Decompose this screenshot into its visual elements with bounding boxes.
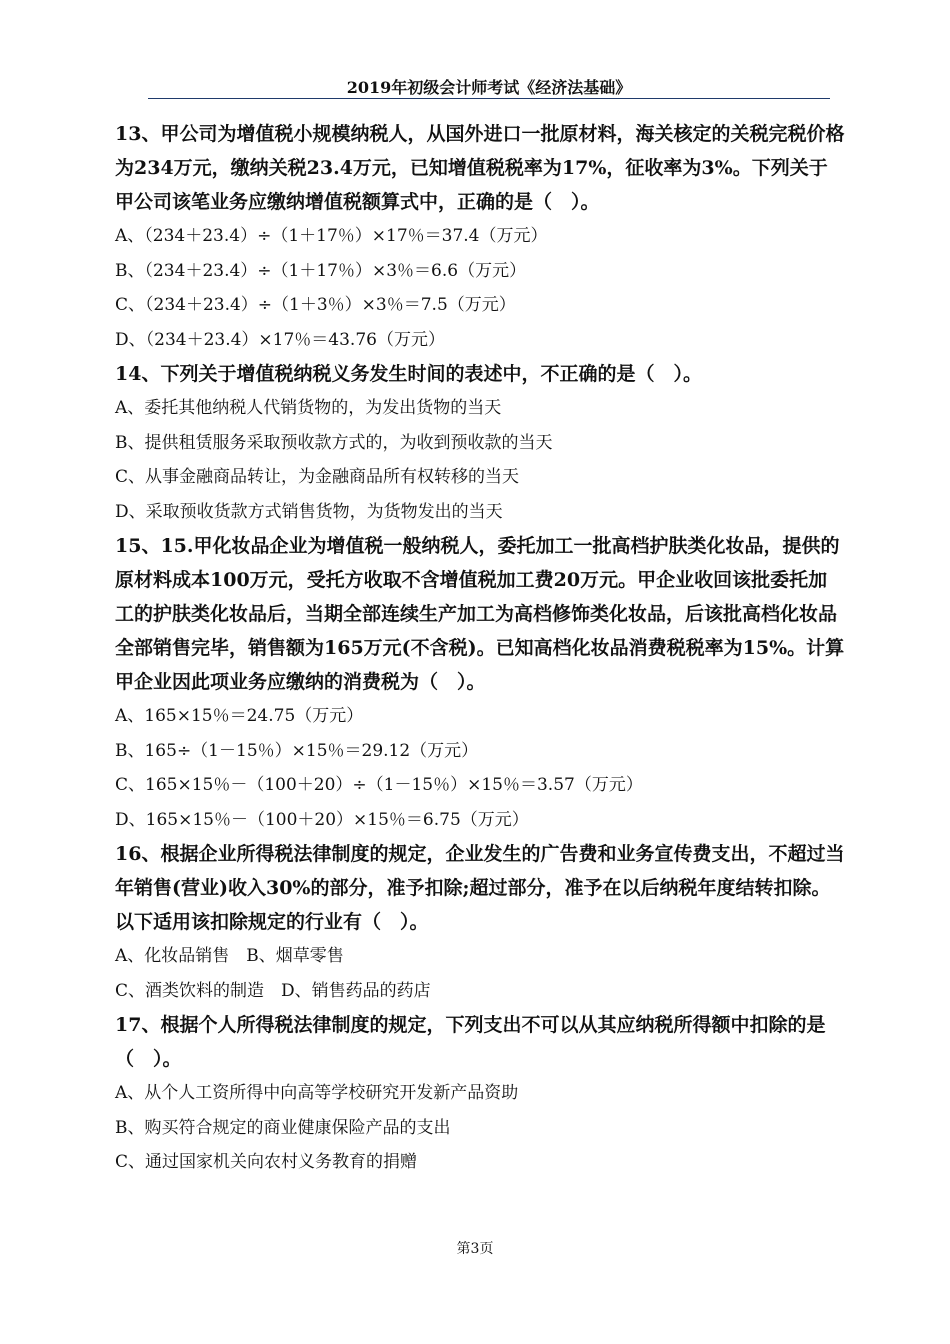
- option-c-d: C、酒类饮料的制造 D、销售药品的药店: [115, 980, 431, 1001]
- question-stem: 13、甲公司为增值税小规模纳税人，从国外进口一批原材料，海关核定的关税完税价格为234万元，缴纳关税23.4万元，已知增值税税率为17%，征收率为3%。下列关于甲公司该笔业务应缴纳增值税额算式中，正确的是（ ）。: [115, 123, 845, 213]
- question-list: [115, 117, 845, 1180]
- question-stem: 17、根据个人所得税法律制度的规定，下列支出不可以从其应纳税所得额中扣除的是（ ）。: [115, 1014, 826, 1070]
- option-b: B、165÷（1－15％）×15％＝29.12（万元）: [115, 740, 479, 761]
- option-d: D、165×15％－（100＋20）×15％＝6.75（万元）: [115, 809, 529, 830]
- option-a: A、委托其他纳税人代销货物的，为发出货物的当天: [115, 398, 502, 418]
- option-d: D、（234＋23.4）×17％＝43.76（万元）: [115, 329, 445, 350]
- page-header-title: 2019年初级会计师考试《经济法基础》: [346, 78, 632, 97]
- question-15: [115, 529, 845, 837]
- page-number: 第3页: [456, 1241, 494, 1257]
- option-b: B、购买符合规定的商业健康保险产品的支出: [115, 1117, 451, 1138]
- option-a: A、从个人工资所得中向高等学校研究开发新产品资助: [115, 1083, 519, 1103]
- option-d: D、采取预收货款方式销售货物，为货物发出的当天: [115, 501, 503, 522]
- question-stem: 15、15.甲化妆品企业为增值税一般纳税人，委托加工一批高档护肤类化妆品，提供的原材料成本100万元，受托方收取不含增值税加工费20万元。甲企业收回该批委托加工的护肤类化妆品后，当期全部连续生产加工为高档修饰类化妆品，后该批高档化妆品全部销售完毕，销售额为165万元(不含税)。已知高档化妆品消费税税率为15%。计算甲企业因此项业务应缴纳的消费税为（ ）。: [115, 535, 845, 693]
- option-c: C、（234＋23.4）÷（1＋3％）×3％＝7.5（万元）: [115, 295, 516, 315]
- question-stem: 16、根据企业所得税法律制度的规定，企业发生的广告费和业务宣传费支出，不超过当年销售(营业)收入30%的部分，准予扣除;超过部分，准予在以后纳税年度结转扣除。以下适用该扣除规定的行业有（ ）。: [115, 843, 845, 933]
- question-14: [115, 357, 845, 529]
- question-16: [115, 837, 845, 1008]
- option-a-b: A、化妆品销售 B、烟草零售: [115, 946, 344, 966]
- option-b: B、（234＋23.4）÷（1＋17％）×3％＝6.6（万元）: [115, 260, 527, 281]
- option-c: C、从事金融商品转让，为金融商品所有权转移的当天: [115, 467, 520, 487]
- option-b: B、提供租赁服务采取预收款方式的，为收到预收款的当天: [115, 432, 553, 453]
- question-stem: 14、下列关于增值税纳税义务发生时间的表述中，不正确的是（ ）。: [115, 363, 702, 385]
- header-divider: [148, 98, 830, 99]
- option-c: C、通过国家机关向农村义务教育的捐赠: [115, 1152, 418, 1172]
- option-a: A、（234＋23.4）÷（1＋17％）×17％＝37.4（万元）: [115, 226, 548, 246]
- question-13: [115, 117, 845, 357]
- option-a: A、165×15％＝24.75（万元）: [115, 706, 364, 726]
- question-17: [115, 1008, 845, 1180]
- option-c: C、165×15％－（100＋20）÷（1－15％）×15％＝3.57（万元）: [115, 775, 643, 795]
